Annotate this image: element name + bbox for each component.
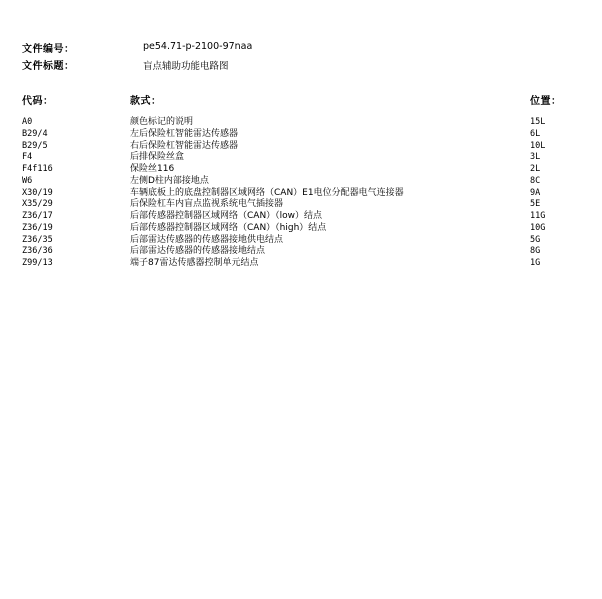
row-position: 1G [530, 258, 541, 268]
table-row [0, 152, 602, 164]
row-description: 左后保险杠智能雷达传感器 [130, 128, 239, 139]
row-description: 左侧D柱内部接地点 [130, 175, 209, 186]
component-table [0, 117, 602, 270]
row-code: F4 [22, 152, 33, 163]
doc-number-value: pe54.71-p-2100-97naa [143, 41, 253, 52]
table-row [0, 141, 602, 153]
table-row [0, 258, 602, 270]
row-description: 后部雷达传感器的传感器接地供电结点 [130, 234, 284, 245]
row-position: 11G [530, 211, 546, 221]
row-position: 10G [530, 222, 546, 233]
table-row [0, 223, 602, 235]
row-position: 15L [530, 117, 546, 127]
row-code: X35/29 [22, 199, 53, 210]
row-code: B29/5 [22, 140, 48, 151]
column-header-description: 款式： [130, 96, 162, 107]
row-code: B29/4 [22, 128, 48, 139]
row-position: 6L [530, 128, 541, 139]
row-position: 8C [530, 175, 541, 186]
table-row [0, 246, 602, 258]
row-position: 8G [530, 246, 541, 257]
row-description: 后部传感器控制器区域网络（CAN）（low）结点 [130, 211, 323, 221]
doc-number-label: 文件编号： [22, 44, 75, 55]
row-description: 后保险杠车内盲点监视系统电气插接器 [130, 199, 284, 210]
column-header-code: 代码： [22, 96, 54, 107]
table-row [0, 117, 602, 129]
row-description: 车辆底板上的底盘控制器区域网络（CAN）E1电位分配器电气连接器 [130, 187, 404, 198]
table-row [0, 235, 602, 247]
table-row [0, 164, 602, 176]
row-position: 2L [530, 164, 541, 174]
row-code: F4f116 [22, 164, 53, 174]
row-position: 5E [530, 199, 541, 210]
row-code: Z36/36 [22, 246, 53, 257]
doc-title-label: 文件标题： [22, 61, 75, 72]
row-code: A0 [22, 117, 33, 127]
row-position: 5G [530, 234, 541, 245]
table-row [0, 188, 602, 200]
row-code: Z36/35 [22, 234, 53, 245]
row-code: X30/19 [22, 187, 53, 198]
row-position: 10L [530, 140, 546, 151]
row-position: 9A [530, 187, 541, 198]
row-description: 后部雷达传感器的传感器接地结点 [130, 246, 266, 257]
table-row [0, 129, 602, 141]
row-position: 3L [530, 152, 541, 163]
row-code: W6 [22, 175, 33, 186]
row-description: 右后保险杠智能雷达传感器 [130, 140, 239, 151]
row-code: Z99/13 [22, 258, 53, 268]
table-row [0, 211, 602, 223]
row-code: Z36/19 [22, 222, 53, 233]
doc-title-value: 盲点辅助功能电路图 [143, 61, 229, 72]
row-description: 保险丝116 [130, 164, 175, 174]
row-description: 颜色标记的说明 [130, 117, 194, 127]
row-description: 后排保险丝盒 [130, 152, 185, 163]
column-header-position: 位置： [530, 96, 562, 107]
table-row [0, 176, 602, 188]
row-description: 端子87雷达传感器控制单元结点 [130, 258, 259, 268]
row-code: Z36/17 [22, 211, 53, 221]
table-row [0, 199, 602, 211]
row-description: 后部传感器控制器区域网络（CAN）（high）结点 [130, 222, 327, 233]
